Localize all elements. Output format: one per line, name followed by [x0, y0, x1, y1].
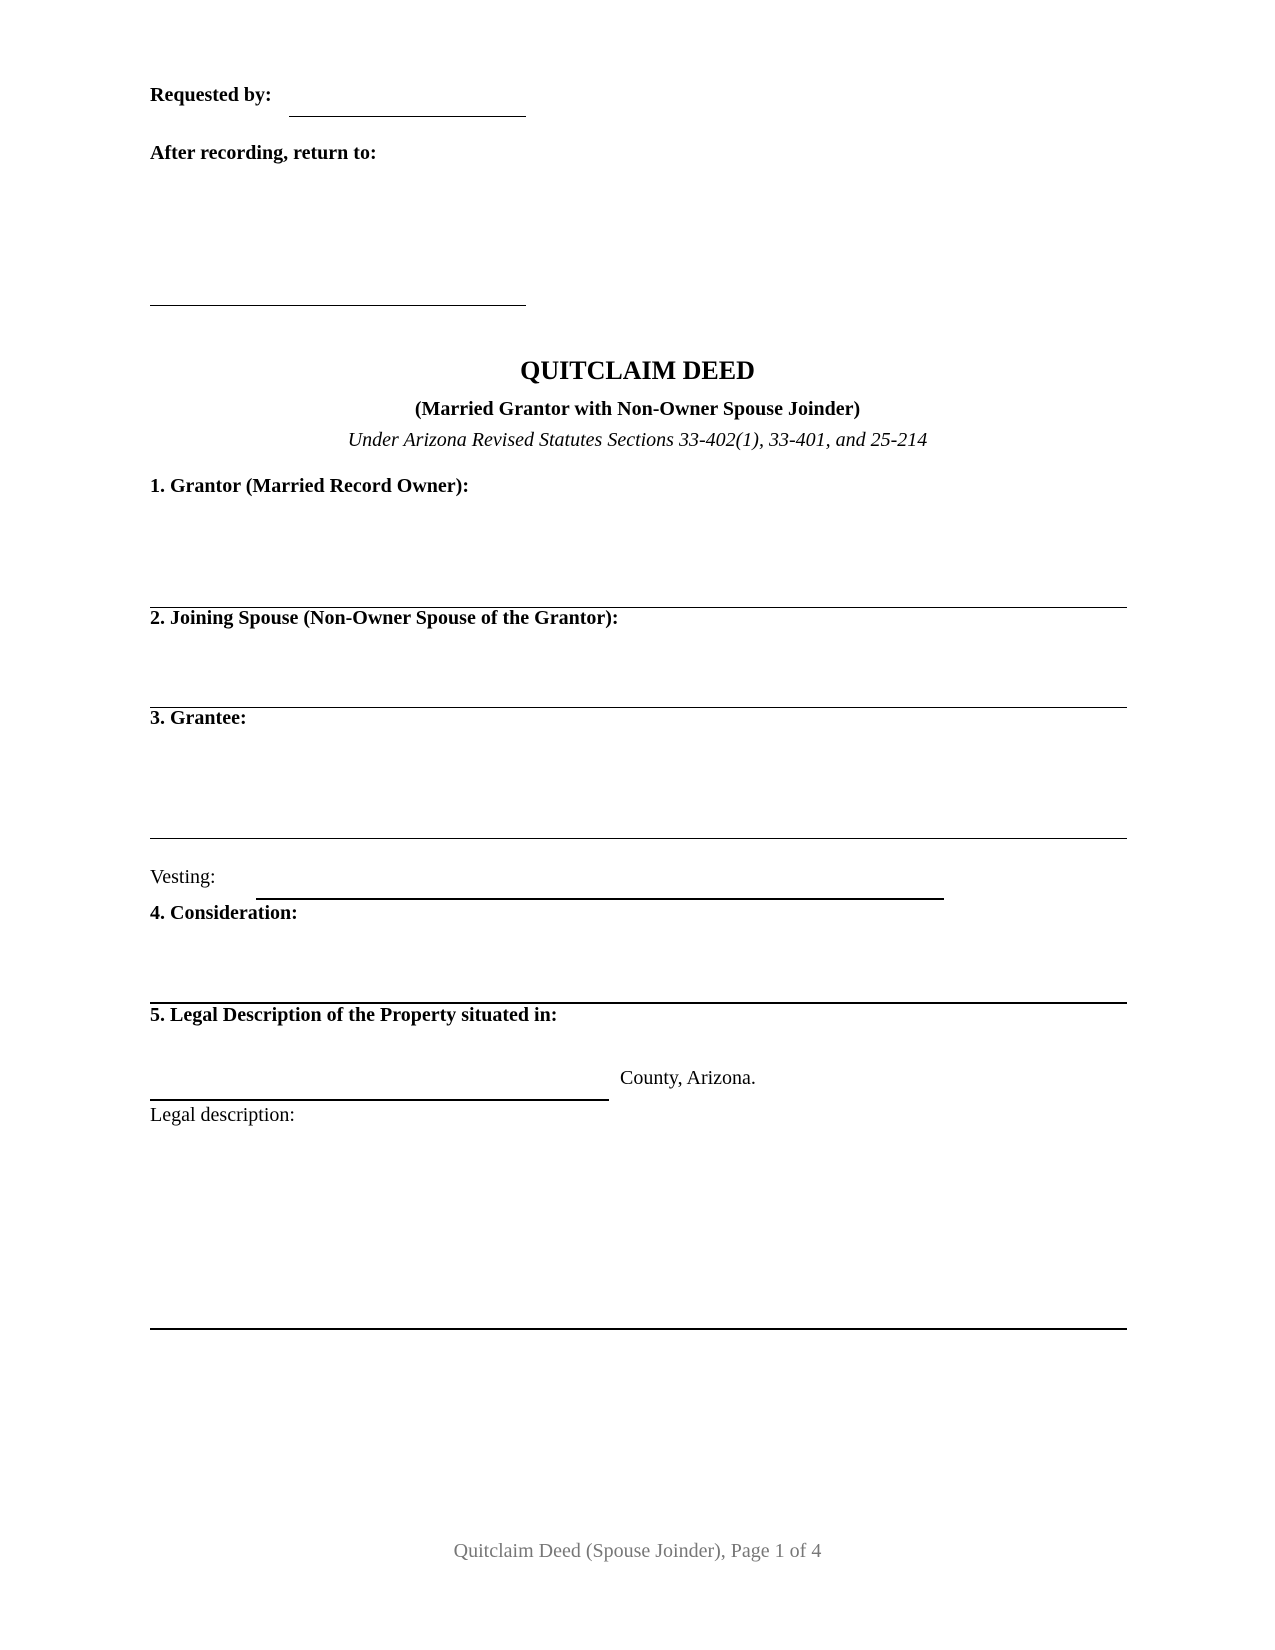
grantee-field[interactable]: [150, 838, 1127, 839]
requested-by-label: Requested by:: [150, 84, 272, 106]
document-subtitle: (Married Grantor with Non-Owner Spouse Joinder): [414, 398, 861, 420]
statute-reference: Under Arizona Revised Statutes Sections 33-402(1), 33-401, and 25-214: [347, 429, 928, 451]
vesting-label: Vesting:: [150, 866, 216, 888]
consideration-heading: 4. Consideration:: [150, 902, 298, 924]
vesting-field[interactable]: [256, 898, 944, 900]
return-to-field[interactable]: [150, 305, 526, 306]
county-suffix: County, Arizona.: [620, 1067, 756, 1089]
legal-description-label: Legal description:: [150, 1104, 295, 1126]
joining-spouse-heading: 2. Joining Spouse (Non-Owner Spouse of the Grantor):: [150, 607, 619, 629]
legal-description-field[interactable]: [150, 1328, 1127, 1330]
legal-description-heading: 5. Legal Description of the Property situated in:: [150, 1004, 558, 1026]
document-title: QUITCLAIM DEED: [520, 356, 755, 385]
joining-spouse-field[interactable]: [150, 707, 1127, 708]
page-footer: Quitclaim Deed (Spouse Joinder), Page 1 of 4: [453, 1540, 822, 1562]
grantee-heading: 3. Grantee:: [150, 707, 247, 729]
requested-by-field[interactable]: [289, 116, 526, 117]
grantor-heading: 1. Grantor (Married Record Owner):: [150, 475, 469, 497]
return-to-label: After recording, return to:: [150, 142, 377, 164]
county-field[interactable]: [150, 1099, 609, 1101]
